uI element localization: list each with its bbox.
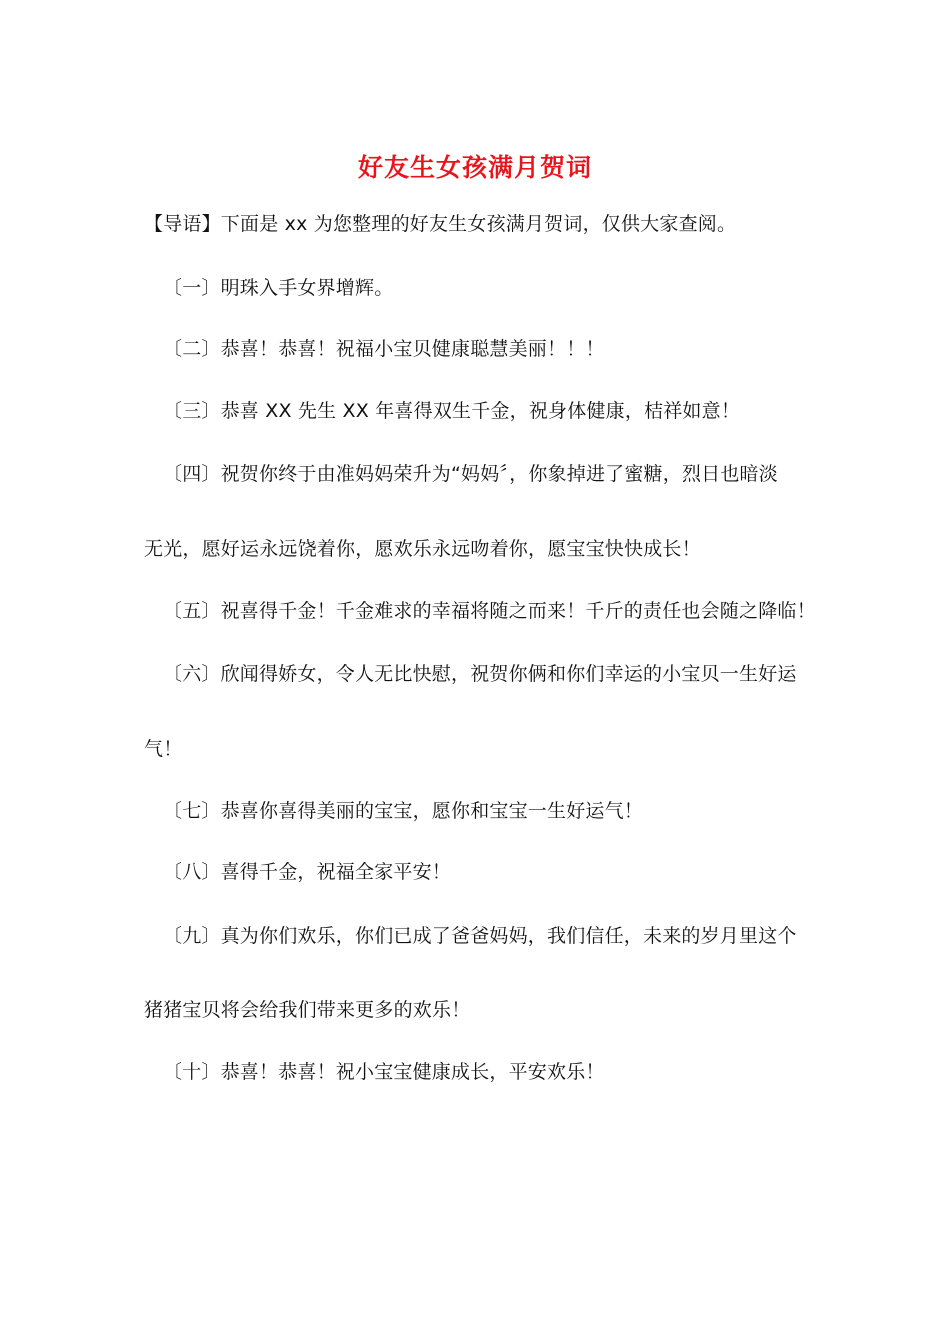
wish-3: 〔三〕恭喜 XX 先生 XX 年喜得双生千金，祝身体健康，桔祥如意！ [163, 400, 741, 422]
wish-4: 〔四〕祝贺你终于由准妈妈荣升为“妈妈〞，你象掉进了蜜糖，烈日也暗淡 [163, 463, 778, 485]
wish-5: 〔五〕祝喜得千金！千金难求的幸福将随之而来！千斤的责任也会随之降临！ [163, 600, 816, 622]
intro-paragraph: 【导语】下面是 xx 为您整理的好友生女孩满月贺词，仅供大家查阅。 [144, 213, 737, 235]
document-title: 好友生女孩满月贺词 [357, 153, 592, 182]
wish-1: 〔一〕明珠入手女界增辉。 [163, 277, 394, 299]
wish-7: 〔七〕恭喜你喜得美丽的宝宝，愿你和宝宝一生好运气！ [163, 800, 644, 822]
wish-6: 〔六〕欣闻得娇女，令人无比快慰，祝贺你俩和你们幸运的小宝贝一生好运 [163, 663, 797, 685]
wish-2: 〔二〕恭喜！恭喜！祝福小宝贝健康聪慧美丽！！！ [163, 338, 605, 360]
wish-9-continued: 猪猪宝贝将会给我们带来更多的欢乐！ [144, 999, 471, 1021]
wish-6-continued: 气！ [144, 738, 183, 760]
wish-4-continued: 无光，愿好运永远饶着你，愿欢乐永远吻着你，愿宝宝快快成长！ [144, 538, 701, 560]
wish-8: 〔八〕喜得千金，祝福全家平安！ [163, 861, 452, 883]
wish-9: 〔九〕真为你们欢乐，你们已成了爸爸妈妈，我们信任，未来的岁月里这个 [163, 925, 797, 947]
wish-10: 〔十〕恭喜！恭喜！祝小宝宝健康成长，平安欢乐！ [163, 1061, 605, 1083]
